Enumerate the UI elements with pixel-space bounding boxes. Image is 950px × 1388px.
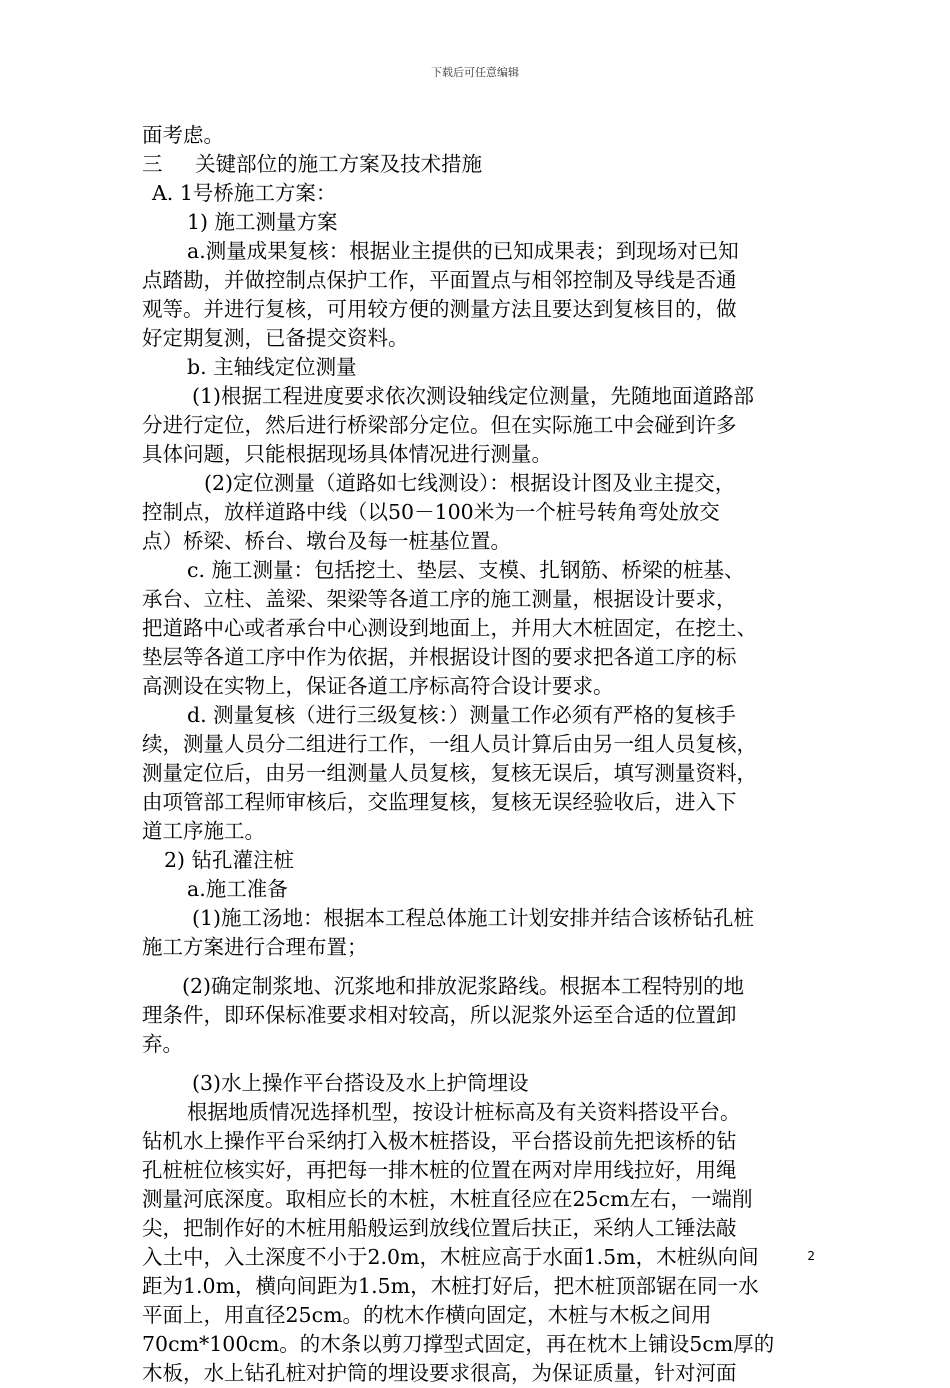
text-line: 具体问题，只能根据现场具体情况进行测量。 (142, 442, 552, 466)
text-line: 观等。并进行复核，可用较方便的测量方法且要达到复核目的，做 (142, 297, 737, 321)
text-line: 把道路中心或者承台中心测设到地面上，并用大木桩固定，在挖土、 (142, 616, 757, 640)
text-line: 平面上，用直径25cm。的枕木作横向固定，木桩与木板之间用 (142, 1303, 712, 1327)
text-line: a.测量成果复核：根据业主提供的已知成果表；到现场对已知 (187, 239, 739, 263)
text-line: 分进行定位，然后进行桥梁部分定位。但在实际施工中会碰到许多 (142, 413, 737, 437)
text-line: 钻机水上操作平台采纳打入极木桩搭设，平台搭设前先把该桥的钻 (142, 1129, 737, 1153)
text-line: 面考虑。 (142, 123, 224, 147)
text-line: 施工方案进行合理布置； (142, 935, 368, 959)
text-line: 续，测量人员分二组进行工作，一组人员计算后由另一组人员复核， (142, 732, 757, 756)
paragraph-gap (142, 1059, 812, 1069)
page-number: 2 (807, 1249, 815, 1263)
text-line: 承台、立柱、盖梁、架梁等各道工序的施工测量，根据设计要求， (142, 587, 737, 611)
text-line: b. 主轴线定位测量 (187, 355, 357, 379)
page-header: 下载后可任意编辑 (431, 66, 519, 79)
text-line: 测量定位后，由另一组测量人员复核，复核无误后，填写测量资料， (142, 761, 757, 785)
text-line: 入土中，入土深度不小于2.0m，木桩应高于水面1.5m，木桩纵向间 (142, 1245, 759, 1269)
text-line: (3)水上操作平台搭设及水上护筒埋设 (192, 1071, 529, 1095)
text-line: A. 1号桥施工方案： (152, 181, 337, 205)
text-line: 点）桥梁、桥台、墩台及每一桩基位置。 (142, 529, 511, 553)
text-line: 控制点，放样道路中线（以50－100米为一个桩号转角弯处放交 (142, 500, 720, 524)
text-line: 孔桩桩位核实好，再把每一排木桩的位置在两对岸用线拉好，用绳 (142, 1158, 737, 1182)
text-line: 道工序施工。 (142, 819, 265, 843)
text-line: 2) 钻孔灌注桩 (164, 848, 295, 872)
text-line: 尖，把制作好的木桩用船般运到放线位置后扶正，采纳人工锤法敲 (142, 1216, 737, 1240)
text-line: 点踏勘，并做控制点保护工作，平面置点与相邻控制及导线是否通 (142, 268, 737, 292)
text-line: 垫层等各道工序中作为依据，并根据设计图的要求把各道工序的标 (142, 645, 737, 669)
text-line: 木板，水上钻孔桩对护筒的埋设要求很高，为保证质量，针对河面 (142, 1361, 737, 1385)
text-line: 好定期复测，已备提交资料。 (142, 326, 409, 350)
paragraph-gap (142, 962, 812, 972)
text-line: (2)定位测量（道路如七线测设）：根据设计图及业主提交， (204, 471, 736, 495)
text-line: (2)确定制浆地、沉浆地和排放泥浆路线。根据本工程特别的地 (182, 974, 745, 998)
text-line: 根据地质情况选择机型，按设计桩标高及有关资料搭设平台。 (187, 1100, 741, 1124)
text-line: d. 测量复核（进行三级复核：）测量工作必须有严格的复核手 (187, 703, 736, 727)
text-line: 1) 施工测量方案 (187, 210, 338, 234)
text-line: 距为1.0m，横向间距为1.5m，木桩打好后，把木桩顶部锯在同一水 (142, 1274, 759, 1298)
text-line: 由项管部工程师审核后，交监理复核，复核无误经验收后，进入下 (142, 790, 737, 814)
text-line: 三 关键部位的施工方案及技术措施 (142, 152, 483, 176)
text-line: 70cm*100cm。的木条以剪刀撑型式固定，再在枕木上铺设5cm厚的 (142, 1332, 775, 1356)
text-line: 测量河底深度。取相应长的木桩，木桩直径应在25cm左右，一端削 (142, 1187, 753, 1211)
text-line: (1)根据工程进度要求依次测设轴线定位测量，先随地面道路部 (192, 384, 755, 408)
text-line: a.施工准备 (187, 877, 288, 901)
text-line: 理条件，即环保标准要求相对较高，所以泥浆外运至合适的位置卸 (142, 1003, 737, 1027)
document-body (142, 121, 812, 1388)
text-line: 弃。 (142, 1032, 183, 1056)
text-line: c. 施工测量：包括挖土、垫层、支模、扎钢筋、桥梁的桩基、 (187, 558, 745, 582)
text-line: 高测设在实物上，保证各道工序标高符合设计要求。 (142, 674, 614, 698)
text-line: (1)施工汤地：根据本工程总体施工计划安排并结合该桥钻孔桩 (192, 906, 755, 930)
